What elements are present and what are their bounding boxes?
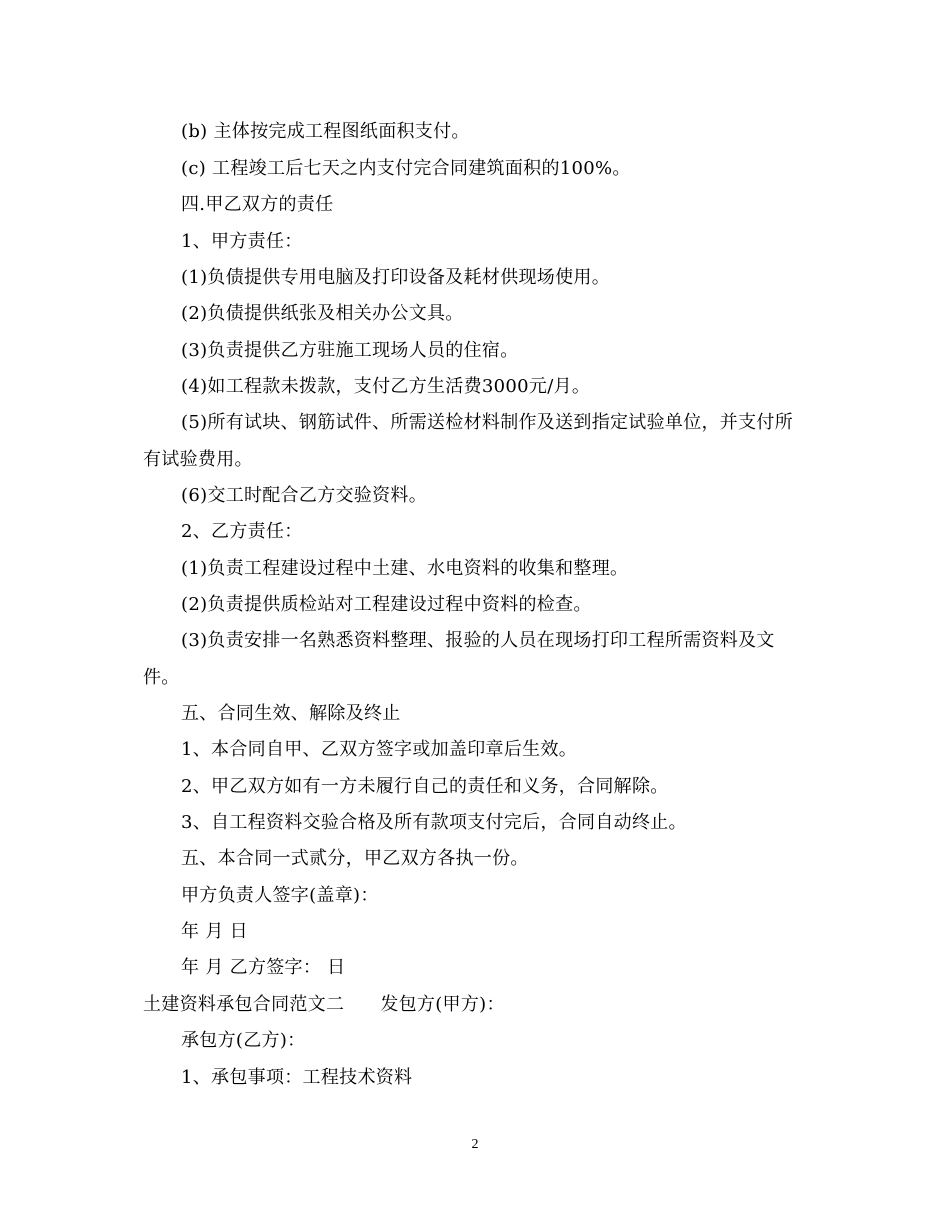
party-a-item-1: (1)负债提供专用电脑及打印设备及耗材供现场使用。 bbox=[181, 267, 610, 288]
date-line: 年 月 日 bbox=[181, 921, 248, 942]
party-a-item-6: (6)交工时配合乙方交验资料。 bbox=[181, 485, 427, 506]
contract-item-1: 1、承包事项：工程技术资料 bbox=[181, 1067, 413, 1088]
copies-clause: 五、本合同一式贰分，甲乙双方各执一份。 bbox=[181, 848, 529, 869]
party-a-item-5-continued: 有试验费用。 bbox=[143, 449, 253, 470]
section-heading-validity: 五、合同生效、解除及终止 bbox=[181, 703, 401, 724]
second-contract-title-line bbox=[143, 993, 505, 1017]
party-a-item-4: (4)如工程款未拨款，支付乙方生活费3000元/月。 bbox=[181, 376, 591, 397]
party-b-item-3-continued: 件。 bbox=[143, 667, 180, 688]
validity-item-1: 1、本合同自甲、乙双方签字或加盖印章后生效。 bbox=[181, 739, 578, 760]
party-a-item-2: (2)负债提供纸张及相关办公文具。 bbox=[181, 303, 464, 324]
section-heading-responsibilities: 四.甲乙双方的责任 bbox=[181, 194, 334, 215]
party-a-heading: 1、甲方责任： bbox=[181, 231, 303, 252]
party-a-signature-line: 甲方负责人签字(盖章)： bbox=[181, 885, 379, 906]
payment-clause-c: (c) 工程竣工后七天之内支付完合同建筑面积的100%。 bbox=[181, 158, 631, 179]
party-b-item-3: (3)负责安排一名熟悉资料整理、报验的人员在现场打印工程所需资料及文 bbox=[181, 630, 775, 651]
payment-clause-b: (b) 主体按完成工程图纸面积支付。 bbox=[181, 121, 470, 142]
party-b-heading: 2、乙方责任： bbox=[181, 521, 303, 542]
contractor-label: 承包方(乙方)： bbox=[181, 1030, 306, 1051]
party-a-item-3: (3)负责提供乙方驻施工现场人员的住宿。 bbox=[181, 340, 519, 361]
party-b-item-1: (1)负责工程建设过程中土建、水电资料的收集和整理。 bbox=[181, 558, 629, 579]
party-b-signature-line: 年 月 乙方签字： 日 bbox=[181, 957, 346, 978]
employer-label: 发包方(甲方)： bbox=[380, 994, 505, 1015]
validity-item-3: 3、自工程资料交验合格及所有款项支付完后，合同自动终止。 bbox=[181, 812, 687, 833]
party-a-item-5: (5)所有试块、钢筋试件、所需送检材料制作及送到指定试验单位，并支付所 bbox=[181, 412, 793, 433]
page-number: 2 bbox=[471, 1137, 479, 1152]
validity-item-2: 2、甲乙双方如有一方未履行自己的责任和义务，合同解除。 bbox=[181, 776, 669, 797]
party-b-item-2: (2)负责提供质检站对工程建设过程中资料的检查。 bbox=[181, 594, 592, 615]
second-contract-title: 土建资料承包合同范文二 bbox=[143, 994, 345, 1015]
